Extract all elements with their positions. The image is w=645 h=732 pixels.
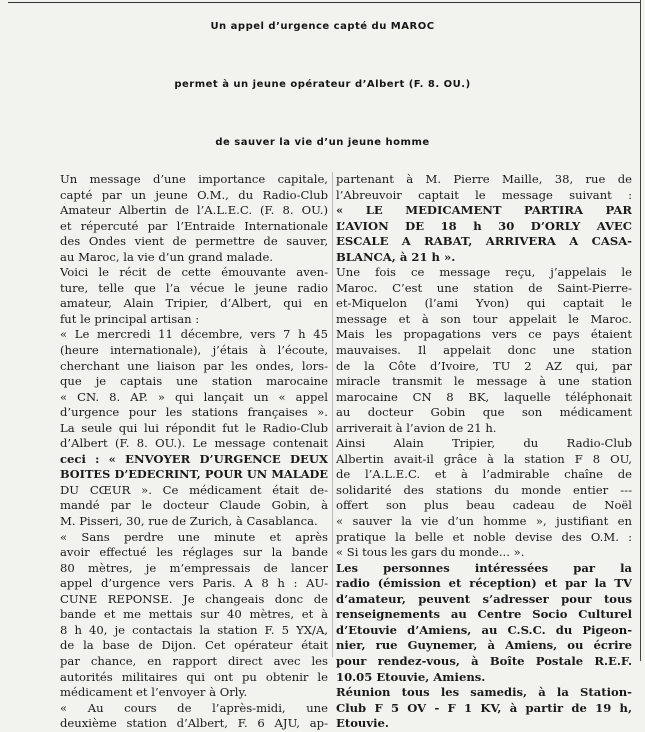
article-text-line: « Au cours de l’après-midi, une: [60, 700, 328, 715]
article-text-line: capté par un jeune O.M., du Radio-Club: [60, 187, 328, 202]
article-text-line: bande et me mettais sur 40 mètres, et à: [60, 607, 328, 622]
article-text-line: radio (émission et réception) et par la TV: [336, 576, 632, 591]
article-text-line: de la base de Dijon. Cet opérateur était: [60, 638, 328, 653]
article-text-line: d’amateur, peuvent s’adresser pour tous: [336, 591, 632, 606]
article-text-line: « Le mercredi 11 décembre, vers 7 h 45: [60, 327, 328, 342]
article-text-line: marocaine CN 8 BK, laquelle téléphonait: [336, 389, 632, 404]
article-text-line: Les personnes intéressées par la: [336, 560, 632, 575]
article-text-line: appel d’urgence vers Paris. A 8 h : AU-: [60, 576, 328, 591]
article-text-line: Albertin avait-il grâce à la station F 8 OU,: [336, 451, 632, 466]
article-text-line: offert son plus beau cadeau de Noël: [336, 498, 632, 513]
article-text-line: CUNE REPONSE. Je changeais donc de: [60, 591, 328, 606]
article-text-line: de la Côte d’Ivoire, TU 2 AZ qui, par: [336, 358, 632, 373]
article-text-line: Réunion tous les samedis, à la Station-: [336, 685, 632, 700]
article-text-line: BLANCA, à 21 h ».: [336, 249, 456, 264]
article-text-line: arriverait à l’avion de 21 h.: [336, 420, 497, 435]
article-text-line: nier, rue Guynemer, à Amiens, ou écrire: [336, 638, 632, 653]
article-text-line: Une fois ce message reçu, j’appelais le: [336, 265, 632, 280]
article-text-line: et-Miquelon (l’ami Yvon) qui captait le: [336, 296, 632, 311]
article-text-line: Ainsi Alain Tripier, du Radio-Club: [336, 436, 632, 451]
article-text-line: Maroc. C’est une station de Saint-Pierre-: [336, 280, 632, 295]
article-text-line: La seule qui lui répondit fut le Radio-Club: [60, 420, 328, 435]
article-text-line: médicament et l’envoyer à Orly.: [60, 685, 248, 700]
article-text-line: L’AVION DE 18 h 30 D’ORLY AVEC: [336, 218, 632, 233]
article-text-line: par chance, en rapport direct avec les: [60, 653, 328, 668]
article-text-line: mandé par le docteur Claude Gobin, à: [60, 498, 328, 513]
article-text-line: deuxième station d’Albert, F. 6 AJU, ap-: [60, 716, 328, 731]
article-text-line: d’Albert (F. 8. OU.). Le message contenait: [60, 436, 328, 451]
article-text-line: « sauver la vie d’un homme », justifiant en: [336, 514, 632, 529]
article-text-line: pratique la belle et noble devise des O.M. :: [336, 529, 632, 544]
top-rule: [8, 2, 640, 3]
article-text-line: 80 mètres, je m’empressais de lancer: [60, 560, 328, 575]
article-text-line: 8 h 40, je contactais la station F. 5 YX/A,: [60, 622, 328, 637]
article-text-line: Amateur Albertin de l’A.L.E.C. (F. 8. OU.): [60, 203, 328, 218]
article-text-line: pour rendez-vous, à Boîte Postale R.E.F.: [336, 653, 632, 668]
headline-line-3: de sauver la vie d’un jeune homme: [215, 137, 430, 148]
article-text-line: amateur, Alain Tripier, d’Albert, qui en: [60, 296, 328, 311]
article-text-line: au docteur Gobin que son médicament: [336, 405, 632, 420]
article-text-line: Un message d’une importance capitale,: [60, 172, 328, 186]
article-text-line: au Maroc, la vie d’un grand malade.: [60, 249, 274, 264]
article-text-line: cherchant une liaison par les ondes, lors-: [60, 358, 328, 373]
headline-line-2: permet à un jeune opérateur d’Albert (F. 8. OU.): [174, 79, 471, 90]
article-text-line: Voici le récit de cette émouvante aven-: [60, 265, 328, 280]
article-text-line: ture, telle que l’a vécue le jeune radio: [60, 280, 328, 295]
article-text-line: avoir effectué les réglages sur la bande: [60, 545, 328, 560]
article-text-line: message et à son tour appelait le Maroc.: [336, 311, 632, 326]
article-text-line: mauvaises. Il appelait donc une station: [336, 343, 632, 358]
headline-line-1: Un appel d’urgence capté du MAROC: [210, 21, 435, 32]
article-text-line: (heure internationale), j’étais à l’écoute,: [60, 343, 328, 358]
article-text-line: Etouvie.: [336, 716, 389, 731]
article-text-line: Club F 5 OV - F 1 KV, à partir de 19 h,: [336, 700, 632, 715]
article-text-line: « LE MEDICAMENT PARTIRA PAR: [336, 203, 632, 218]
article-text-line: d’urgence pour les stations françaises ».: [60, 405, 328, 420]
article-text-line: autorités militaires qui ont pu obtenir le: [60, 669, 328, 684]
article-text-line: miracle transmit le message à une station: [336, 374, 632, 389]
article-column-left: [60, 172, 328, 732]
article-text-line: des Ondes vient de permettre de sauver,: [60, 234, 328, 249]
article-text-line: 10.05 Etouvie, Amiens.: [336, 669, 486, 684]
article-text-line: « CN. 8. AP. » qui lançait un « appel: [60, 389, 328, 404]
article-text-line: que je captais une station marocaine: [60, 374, 328, 389]
article-text-line: de l’A.L.E.C. et à l’admirable chaîne de: [336, 467, 632, 482]
article-text-line: « Sans perdre une minute et après: [60, 529, 328, 544]
article-text-line: et répercuté par l’Entraide Internationale: [60, 218, 328, 233]
article-text-line: BOITES D’EDECRINT, POUR UN MALADE: [60, 467, 328, 482]
article-text-line: DU CŒUR ». Ce médicament était de-: [60, 482, 328, 497]
article-text-line: « Si tous les gars du monde... ».: [336, 545, 525, 560]
column-divider: [332, 172, 333, 657]
article-column-right: [336, 172, 632, 732]
article-text-line: solidarité des stations du monde entier ---: [336, 482, 632, 497]
article-text-line: partenant à M. Pierre Maille, 38, rue de: [336, 172, 632, 186]
article-text-line: l’Abreuvoir captait le message suivant :: [336, 187, 632, 202]
article-text-line: M. Pisseri, 30, rue de Zurich, à Casablanca.: [60, 514, 318, 529]
article-text-line: d’Etouvie d’Amiens, au C.S.C. du Pigeon-: [336, 622, 632, 637]
article-text-line: fut le principal artisan :: [60, 311, 200, 326]
article-text-line: ESCALE A RABAT, ARRIVERA A CASA-: [336, 234, 632, 249]
article-text-line: Mais les propagations vers ce pays étaient: [336, 327, 632, 342]
article-text-line: ceci : « ENVOYER D’URGENCE DEUX: [60, 451, 328, 466]
article-text-line: renseignements au Centre Socio Culturel: [336, 607, 632, 622]
